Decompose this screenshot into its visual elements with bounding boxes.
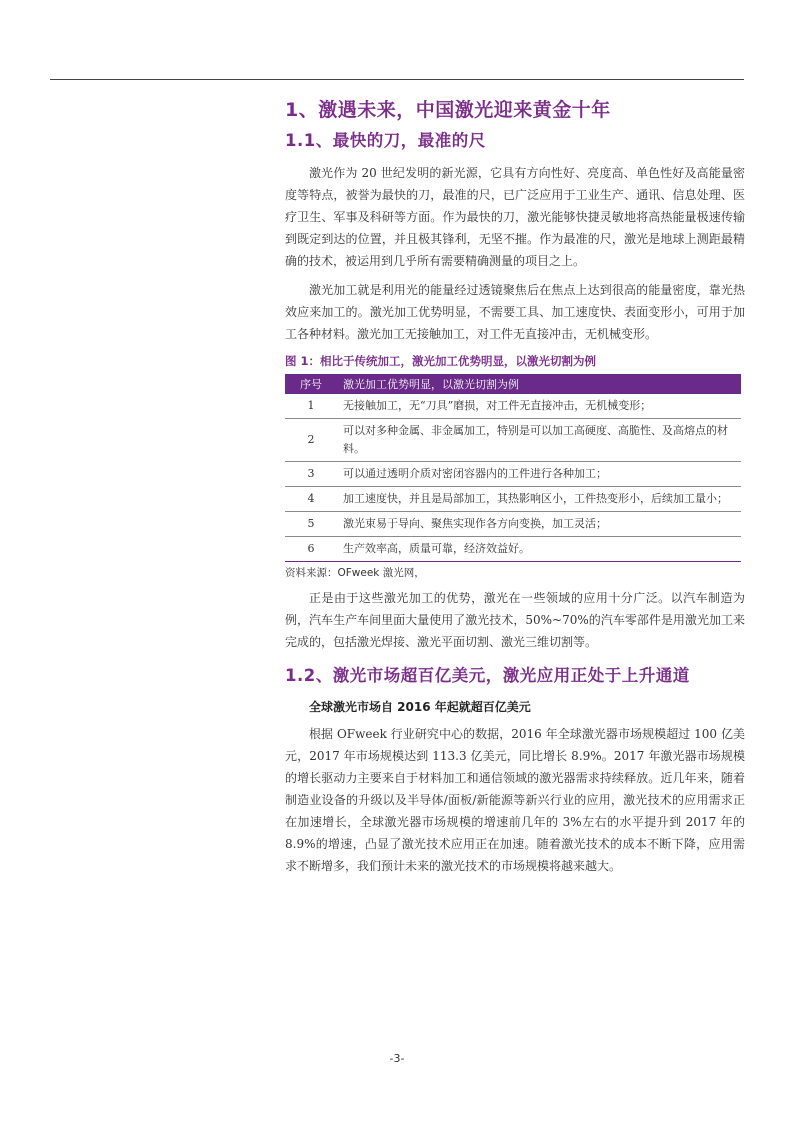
page-number: -3- xyxy=(389,1052,405,1065)
section-title: 1、激遇未来，中国激光迎来黄金十年 xyxy=(285,99,611,121)
table-row xyxy=(285,394,741,419)
figure-source: 资料来源：OFweek 激光网， xyxy=(285,567,425,579)
row-num: 4 xyxy=(285,487,337,512)
table-row xyxy=(285,462,741,487)
advantages-table xyxy=(285,374,741,562)
figure-title: 图 1：相比于传统加工，激光加工优势明显，以激光切割为例 xyxy=(285,354,597,368)
table-row xyxy=(285,537,741,562)
row-text: 可以对多种金属、非金属加工，特别是可以加工高硬度、高脆性、及高熔点的材料。 xyxy=(337,419,741,462)
table-header-row xyxy=(285,374,741,394)
paragraph-3: 正是由于这些激光加工的优势，激光在一些领域的应用十分广泛。以汽车制造为例，汽车生产车间里面大量使用了激光技术，50%~70%的汽车零部件是用激光加工来完成的，包括激光焊接、激光平面切割、激光三维切割等。 xyxy=(285,591,745,649)
row-num: 3 xyxy=(285,462,337,487)
header-rule xyxy=(50,79,744,80)
table-row xyxy=(285,419,741,462)
row-num: 6 xyxy=(285,537,337,562)
row-text: 可以通过透明介质对密闭容器内的工件进行各种加工； xyxy=(337,462,741,487)
paragraph-1: 激光作为 20 世纪发明的新光源，它具有方向性好、亮度高、单色性好及高能量密度等特点，被誉为最快的刀，最准的尺，已广泛应用于工业生产、通讯、信息处理、医疗卫生、军事及科研等方面。作为最快的刀，激光能够快捷灵敏地将高热能量极速传输到既定到达的位置，并且极其锋利，无坚不摧。作为最准的尺，激光是地球上测距最精确的技术，被运用到几乎所有需要精确测量的项目之上。 xyxy=(285,166,745,268)
row-num: 5 xyxy=(285,512,337,537)
row-text: 加工速度快，并且是局部加工，其热影响区小，工件热变形小，后续加工量小； xyxy=(337,487,741,512)
row-text: 无接触加工，无“刀具”磨损，对工件无直接冲击，无机械变形； xyxy=(337,394,741,419)
subsection-title-1-2: 1.2、激光市场超百亿美元，激光应用正处于上升通道 xyxy=(285,666,690,685)
table-row xyxy=(285,512,741,537)
main-column xyxy=(285,96,745,884)
table-row xyxy=(285,487,741,512)
row-text: 生产效率高，质量可靠，经济效益好。 xyxy=(337,537,741,562)
header-num: 序号 xyxy=(285,374,337,394)
row-text: 激光束易于导向、聚焦实现作各方向变换，加工灵活； xyxy=(337,512,741,537)
subsection-title-1-1: 1.1、最快的刀，最准的尺 xyxy=(285,131,486,150)
paragraph-4: 根据 OFweek 行业研究中心的数据，2016 年全球激光器市场规模超过 100 亿美元，2017 年市场规模达到 113.3 亿美元，同比增长 8.9%。2017 年激光器市场规模的增长驱动力主要来自于材料加工和通信领域的激光器需求持续释放。近几年来，随着制造业设备的升级以及半导体/面板/新能源等新兴行业的应用，激光技术的应用需求正在加速增长，全球激光器市场规模的增速前几年的 3%左右的水平提升到 2017 年的 8.9%的增速，凸显了激光技术应用正在加速。随着激光技术的成本不断下降，应用需求不断增多，我们预计未来的激光技术的市场规模将越来越大。 xyxy=(285,727,745,873)
paragraph-2: 激光加工就是利用光的能量经过透镜聚焦后在焦点上达到很高的能量密度，靠光热效应来加工的。激光加工优势明显，不需要工具、加工速度快、表面变形小，可用于加工各种材料。激光加工无接触加工，对工件无直接冲击，无机械变形。 xyxy=(285,283,745,341)
header-desc: 激光加工优势明显，以激光切割为例 xyxy=(337,374,741,394)
row-num: 2 xyxy=(285,419,337,462)
row-num: 1 xyxy=(285,394,337,419)
subsection-subhead: 全球激光市场自 2016 年起就超百亿美元 xyxy=(309,700,531,714)
